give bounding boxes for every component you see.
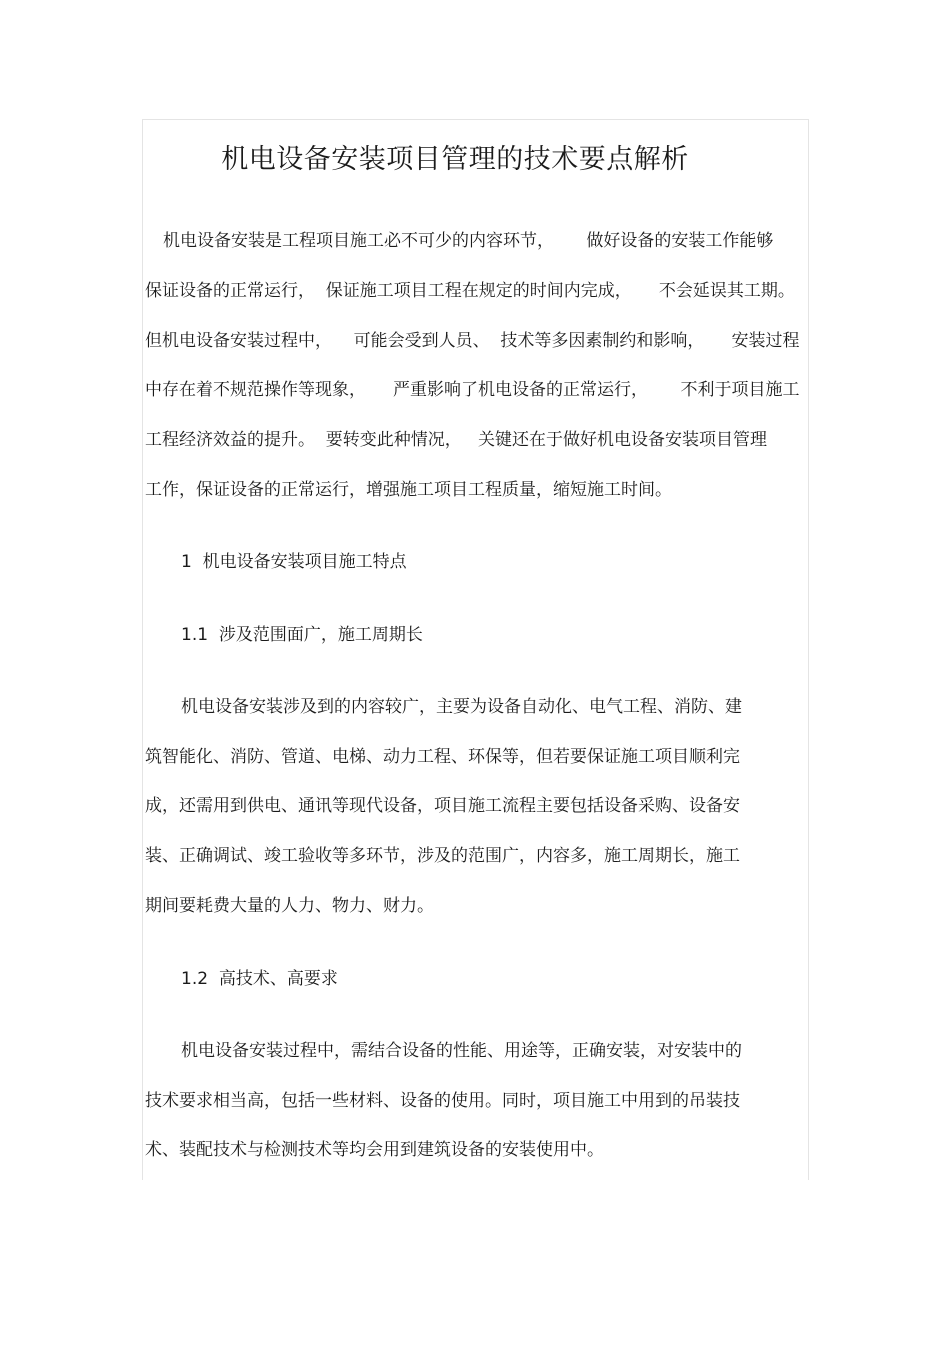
section-1-1-line-3: 成，还需用到供电、通讯等现代设备，项目施工流程主要包括设备采购、设备安 xyxy=(145,796,740,816)
intro-line-2: 保证设备的正常运行， 保证施工项目工程在规定的时间内完成， 不会延误其工期。 xyxy=(145,281,795,301)
intro-line-1: 机电设备安装是工程项目施工必不可少的内容环节， 做好设备的安装工作能够 xyxy=(163,231,774,251)
intro-line-5: 工程经济效益的提升。 要转变此种情况， 关键还在于做好机电设备安装项目管理 xyxy=(145,430,768,450)
section-1-1-line-1: 机电设备安装涉及到的内容较广，主要为设备自动化、电气工程、消防、建 xyxy=(181,697,742,717)
section-1-2-line-2: 技术要求相当高，包括一些材料、设备的使用。同时，项目施工中用到的吊装技 xyxy=(145,1091,740,1111)
section-1-2-line-3: 术、装配技术与检测技术等均会用到建筑设备的安装使用中。 xyxy=(145,1140,604,1160)
section-1-2-line-1: 机电设备安装过程中，需结合设备的性能、用途等，正确安装，对安装中的 xyxy=(181,1041,742,1061)
intro-line-4: 中存在着不规范操作等现象， 严重影响了机电设备的正常运行， 不利于项目施工 xyxy=(145,380,800,400)
intro-line-3: 但机电设备安装过程中， 可能会受到人员、 技术等多因素制约和影响， 安装过程 xyxy=(145,331,800,351)
document-title: 机电设备安装项目管理的技术要点解析 xyxy=(221,144,689,175)
section-1-1-line-4: 装、正确调试、竣工验收等多环节，涉及的范围广，内容多，施工周期长，施工 xyxy=(145,846,740,866)
section-1-1-line-5: 期间要耗费大量的人力、物力、财力。 xyxy=(145,896,434,916)
intro-line-6: 工作，保证设备的正常运行，增强施工项目工程质量，缩短施工时间。 xyxy=(145,480,672,500)
section-1-heading: 1 机电设备安装项目施工特点 xyxy=(181,552,407,572)
section-1-1-heading: 1.1 涉及范围面广，施工周期长 xyxy=(181,625,423,645)
section-1-1-line-2: 筑智能化、消防、管道、电梯、动力工程、环保等，但若要保证施工项目顺利完 xyxy=(145,747,740,767)
section-1-2-heading: 1.2 高技术、高要求 xyxy=(181,969,338,989)
